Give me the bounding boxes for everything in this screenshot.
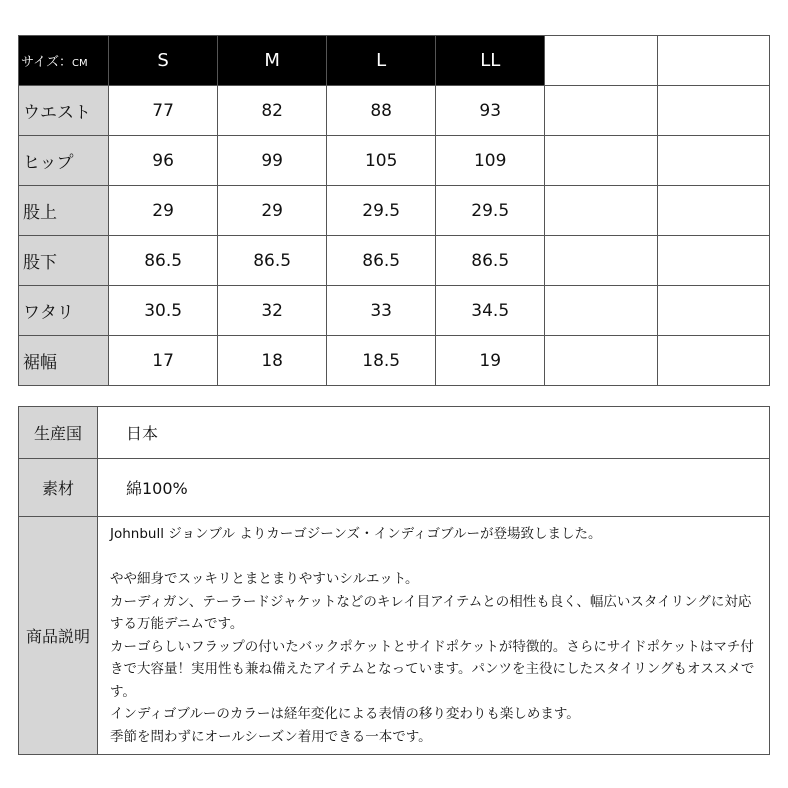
size-header-s: S (109, 36, 218, 86)
table-row (19, 236, 770, 286)
description-line: やや細身でスッキリとまとまりやすいシルエット。 (110, 571, 419, 587)
table-cell: 33 (327, 286, 436, 336)
table-cell: 105 (327, 136, 436, 186)
empty-cell (545, 86, 657, 136)
size-header-l: L (327, 36, 436, 86)
description-line: インディゴブルーのカラーは経年変化による表情の移り変わりも楽しめます。 (110, 706, 580, 722)
row-label-rise: 股上 (19, 186, 109, 236)
table-row (19, 136, 770, 186)
table-cell: 30.5 (109, 286, 218, 336)
row-label-hem-width: 裾幅 (19, 336, 109, 386)
empty-cell (657, 136, 769, 186)
table-cell: 32 (218, 286, 327, 336)
row-label-thigh: ワタリ (19, 286, 109, 336)
origin-value: 日本 (98, 407, 770, 459)
origin-row (19, 407, 770, 459)
material-label: 素材 (19, 459, 98, 517)
empty-cell (657, 236, 769, 286)
table-row (19, 86, 770, 136)
empty-cell (657, 336, 769, 386)
description-blank-line (110, 546, 761, 569)
table-cell: 86.5 (109, 236, 218, 286)
empty-cell (657, 286, 769, 336)
empty-cell (545, 186, 657, 236)
empty-cell (545, 36, 657, 86)
empty-cell (657, 36, 769, 86)
table-cell: 18 (218, 336, 327, 386)
row-label-inseam: 股下 (19, 236, 109, 286)
description-row (19, 517, 770, 755)
size-corner-label: サイズ： (21, 55, 72, 70)
size-unit-label: CM (71, 58, 88, 69)
product-info-table (18, 406, 770, 755)
table-row (19, 286, 770, 336)
table-cell: 99 (218, 136, 327, 186)
table-row (19, 336, 770, 386)
description-line: 季節を問わずにオールシーズン着用できる一本です。 (110, 728, 432, 745)
description-line: Johnbull ジョンブル よりカーゴジーンズ・インディゴブルーが登場致しました。 (110, 526, 602, 542)
table-cell: 18.5 (327, 336, 436, 386)
table-cell: 29 (218, 186, 327, 236)
table-cell: 77 (109, 86, 218, 136)
table-cell: 29 (109, 186, 218, 236)
empty-cell (657, 86, 769, 136)
empty-cell (545, 336, 657, 386)
table-cell: 96 (109, 136, 218, 186)
table-cell: 17 (109, 336, 218, 386)
empty-cell (657, 186, 769, 236)
table-row (19, 186, 770, 236)
description-label: 商品説明 (19, 517, 98, 755)
origin-label: 生産国 (19, 407, 98, 459)
table-cell: 29.5 (327, 186, 436, 236)
table-cell: 88 (327, 86, 436, 136)
size-table (18, 35, 770, 386)
row-label-hip: ヒップ (19, 136, 109, 186)
size-header-ll: LL (436, 36, 545, 86)
table-cell: 29.5 (436, 186, 545, 236)
table-cell: 93 (436, 86, 545, 136)
empty-cell (545, 136, 657, 186)
table-cell: 86.5 (218, 236, 327, 286)
empty-cell (545, 286, 657, 336)
table-cell: 82 (218, 86, 327, 136)
description-line: カーディガン、テーラードジャケットなどのキレイ目アイテムとの相性も良く、幅広いスタイリングに対応する万能デニムです。 (110, 593, 752, 632)
description-text (98, 517, 770, 755)
table-cell: 86.5 (327, 236, 436, 286)
table-cell: 34.5 (436, 286, 545, 336)
description-line: カーゴらしいフラップの付いたバックポケットとサイドポケットが特徴的。さらにサイドポケットはマチ付きで大容量！実用性も兼ね備えたアイテムとなっています。パンツを主役にしたスタイリングもオススメです。 (110, 638, 755, 700)
material-row (19, 459, 770, 517)
table-cell: 109 (436, 136, 545, 186)
material-value: 綿100% (98, 459, 770, 517)
table-cell: 86.5 (436, 236, 545, 286)
size-header-row (19, 36, 770, 86)
table-cell: 19 (436, 336, 545, 386)
empty-cell (545, 236, 657, 286)
size-corner-cell (19, 36, 109, 86)
size-header-m: M (218, 36, 327, 86)
row-label-waist: ウエスト (19, 86, 109, 136)
